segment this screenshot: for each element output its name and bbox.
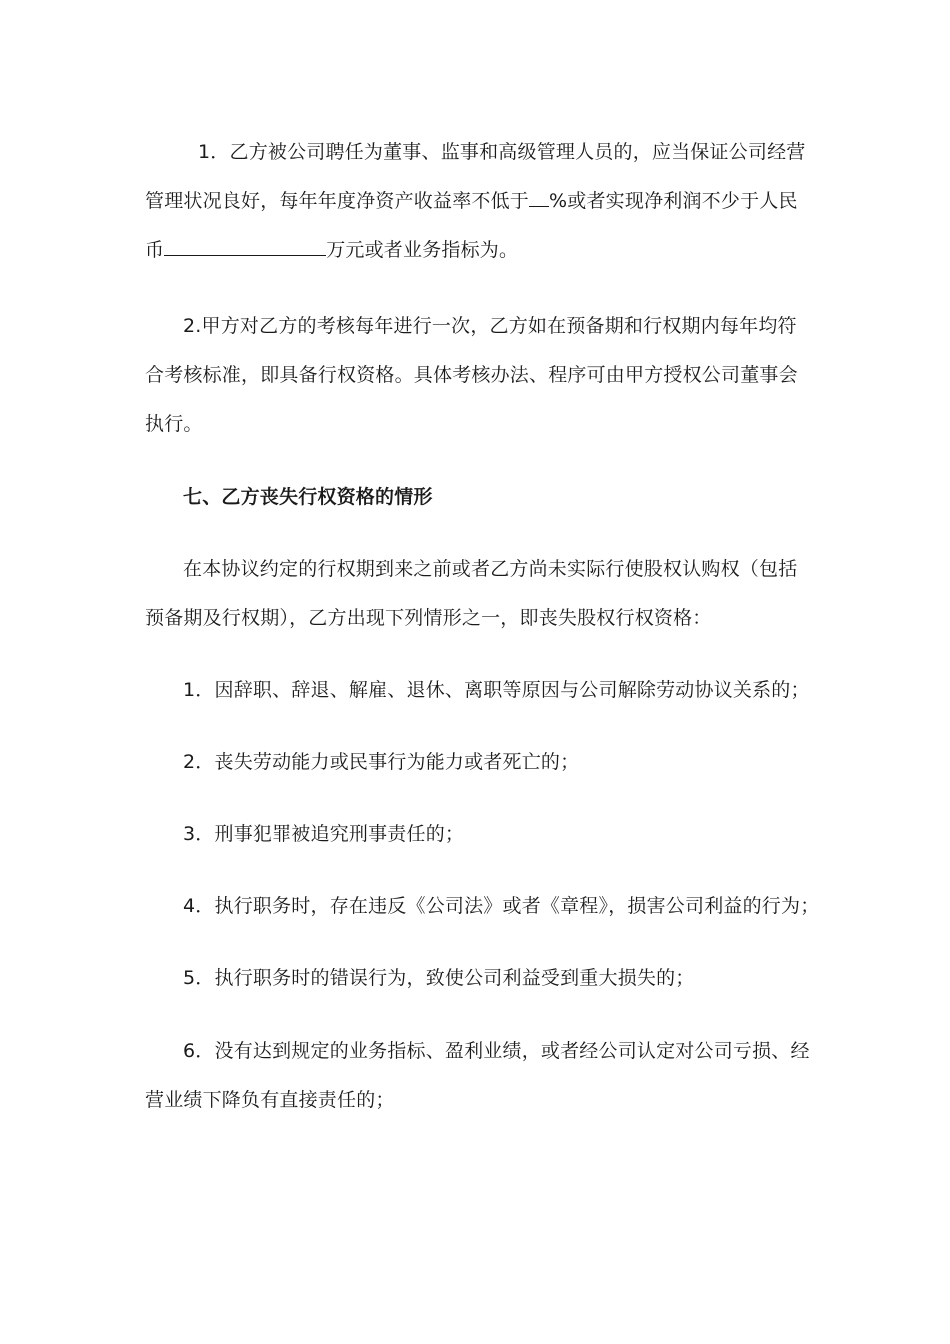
list-item-6-line-2: 营业绩下降负有直接责任的；: [145, 1089, 395, 1111]
list-item-3: 3．刑事犯罪被追究刑事责任的；: [183, 823, 465, 845]
clause-2-line-1: 2.甲方对乙方的考核每年进行一次，乙方如在预备期和行权期内每年均符: [183, 315, 797, 337]
list-item-5: 5．执行职务时的错误行为，致使公司利益受到重大损失的；: [183, 967, 695, 989]
clause-1-line-1: 1．乙方被公司聘任为董事、监事和高级管理人员的，应当保证公司经营: [198, 141, 806, 163]
clause-1-line-3-text-after: 万元或者业务指标为。: [326, 239, 519, 261]
list-item-2: 2．丧失劳动能力或民事行为能力或者死亡的；: [183, 751, 580, 773]
list-item-4: 4．执行职务时，存在违反《公司法》或者《章程》，损害公司利益的行为；: [183, 895, 820, 917]
intro-line-1: 在本协议约定的行权期到来之前或者乙方尚未实际行使股权认购权（包括: [183, 558, 798, 580]
intro-line-2: 预备期及行权期），乙方出现下列情形之一，即丧失股权行权资格：: [145, 607, 712, 629]
clause-1-line-3: [145, 237, 518, 263]
clause-2-line-3: 执行。: [145, 413, 203, 435]
amount-blank: [164, 237, 326, 256]
section-heading: 七、乙方丧失行权资格的情形: [183, 486, 433, 508]
clause-1-line-2-text-before: 管理状况良好，每年年度净资产收益率不低于: [145, 190, 530, 212]
clause-2-line-2: 合考核标准，即具备行权资格。具体考核办法、程序可由甲方授权公司董事会: [145, 364, 798, 386]
clause-1-line-3-text-before: 币: [145, 239, 165, 261]
clause-1-line-2-text-after: %或者实现净利润不少于人民: [549, 190, 798, 212]
list-item-1: 1．因辞职、辞退、解雇、退休、离职等原因与公司解除劳动协议关系的；: [183, 679, 810, 701]
list-item-6-line-1: 6．没有达到规定的业务指标、盈利业绩，或者经公司认定对公司亏损、经: [183, 1040, 810, 1062]
clause-1-line-2: [145, 188, 798, 214]
percentage-blank: [529, 188, 549, 207]
